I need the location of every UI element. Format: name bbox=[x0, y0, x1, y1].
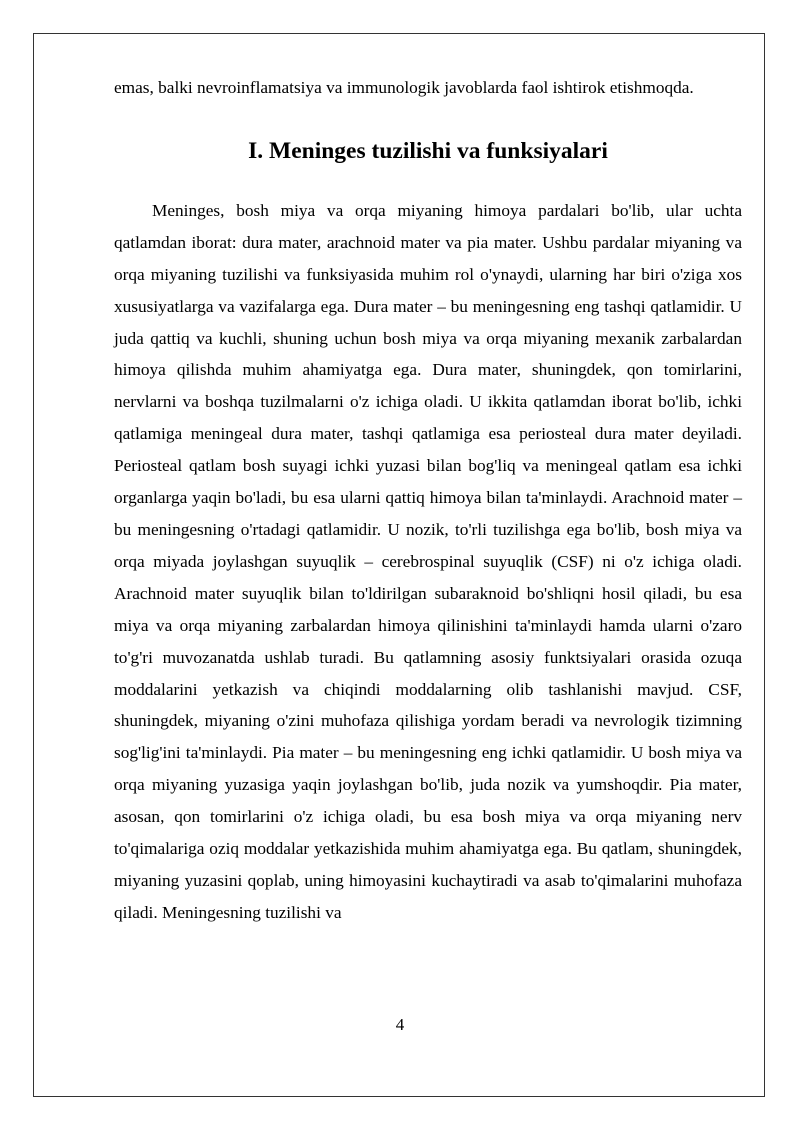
intro-paragraph: emas, balki nevroinflamatsiya va immunologik javoblarda faol ishtirok etishmoqda. bbox=[114, 78, 694, 97]
document-content bbox=[114, 72, 742, 929]
page-number: 4 bbox=[395, 1015, 405, 1034]
section-heading: I. Meninges tuzilishi va funksiyalari bbox=[248, 137, 608, 164]
body-paragraph: Meninges, bosh miya va orqa miyaning himoya pardalari bo'lib, ular uchta qatlamdan iborat: dura mater, arachnoid mater va pia mater. Ushbu pardalar miyaning va orqa miyaning tuzilishi va funksiyasida muhim rol o'ynaydi, ularning har biri o'ziga xos xususiyatlarga va vazifalarga ega. Dura mater – bu meningesning eng tashqi qatlamidir. U juda qattiq va kuchli, shuning uchun bosh miya va orqa miyaning mexanik zarbalardan himoya qilishda muhim ahamiyatga ega. Dura mater, shuningdek, qon tomirlarini, nervlarni va boshqa tuzilmalarni o'z ichiga oladi. U ikkita qatlamdan iborat bo'lib, ichki qatlamiga meningeal dura mater, tashqi qatlamiga esa periosteal dura mater deyiladi. Periosteal qatlam bosh suyagi ichki yuzasi bilan bog'liq va meningeal qatlam esa ichki organlarga yaqin bo'ladi, bu esa ularni qattiq himoya bilan ta'minlaydi. Arachnoid mater – bu meningesning o'rtadagi qatlamidir. U nozik, to'rli tuzilishga ega bo'lib, bosh miya va orqa miyada joylashgan suyuqlik – cerebrospinal suyuqlik (CSF) ni o'z ichiga oladi. Arachnoid mater suyuqlik bilan to'ldirilgan subaraknoid bo'shliqni hosil qiladi, bu esa miya va orqa miyaning zarbalardan himoya qilinishini ta'minlaydi hamda ularni o'zaro to'g'ri muvozanatda ushlab turadi. Bu qatlamning asosiy funktsiyalari orasida ozuqa moddalarini yetkazish va chiqindi moddalarning olib tashlanishi mavjud. CSF, shuningdek, miyaning o'zini muhofaza qilishiga yordam beradi va nevrologik tizimning sog'lig'ini ta'minlaydi. Pia mater – bu meningesning eng ichki qatlamidir. U bosh miya va orqa miyaning yuzasiga yaqin joylashgan bo'lib, juda nozik va yumshoqdir. Pia mater, asosan, qon tomirlarini o'z ichiga oladi, bu esa bosh miya va orqa miyaning nerv to'qimalariga oziq moddalar yetkazishida muhim ahamiyatga ega. Bu qatlam, shuningdek, miyaning yuzasini qoplab, uning himoyasini kuchaytiradi va asab to'qimalarini muhofaza qiladi. Meningesning tuzilishi va bbox=[114, 200, 742, 922]
